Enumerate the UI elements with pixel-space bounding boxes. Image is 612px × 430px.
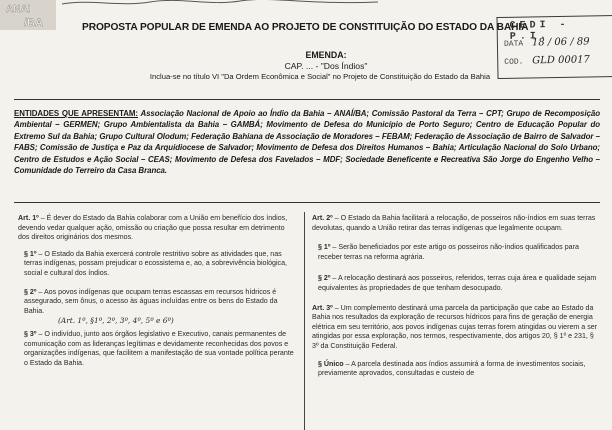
- entities-lead: ENTIDADES QUE APRESENTAM:: [14, 109, 138, 118]
- paragraph-3-unico: § Único – A parcela destinada aos índios assumirá a forma de investimentos sociais, previamente aprovados, consultadas e custeio de: [318, 359, 586, 378]
- stamp-code-label: COD.: [504, 57, 524, 67]
- svg-text:/BA: /BA: [24, 17, 43, 29]
- handwritten-note: (Art. 1º, §1º, 2º, 3º, 4º, 5º e 6º): [58, 316, 174, 326]
- paragraph-2-1: § 1º – Serão beneficiados por este artigo os posseiros não-índios qualificados para receber terras na reforma agrária.: [318, 243, 579, 261]
- paragraph-2-2: § 2º – A relocação destinará aos posseiros, referidos, terras cuja área e qualidade sejam equivalentes às propriedades de que tenham desocupado.: [318, 274, 597, 292]
- column-divider: [304, 212, 305, 430]
- divider-top: [14, 99, 600, 100]
- emenda-label: EMENDA:: [305, 50, 347, 60]
- left-column: [18, 214, 296, 368]
- divider-bottom: [14, 202, 600, 203]
- stamp-code-value: GLD 00017: [532, 54, 590, 67]
- anai-ba-logo: [0, 0, 56, 30]
- article-3: Art. 3º – Um complemento destinará uma parcela da participação que cabe ao Estado da Bahia nos resultados da exploração de recursos hídricos para fins de geração de energia elétrica em seu território, aos povos indígenas cujas terras forem atingidas ou vierem a ser atingidas por essa exploração, nos termos, respectivamente, dos artigos 20, § 1º e 231, § 3º da Constituição Federal.: [312, 303, 598, 350]
- chapter-title: CAP. ... - "Dos Índios": [284, 61, 368, 71]
- stamp-title: CEDI - P.I.: [509, 19, 570, 43]
- stamp-date-label: DATA: [503, 39, 524, 49]
- paragraph-1-3: § 3º – O indivíduo, junto aos órgãos legislativo e Executivo, canais permanentes de comunicação com as lideranças legítimas e devidamente reconhecidas dos povos e organizações indígenas, que facilitem a manifestação de sua vontade política perante o Estado da Bahia.: [24, 329, 294, 367]
- inclusion-note: Inclua-se no título VI "Da Ordem Econômica e Social" no Projeto de Constituição do Estado da Bahia: [149, 72, 491, 81]
- article-1: Art. 1º – É dever do Estado da Bahia colaborar com a União em benefício dos índios, devendo vedar qualquer ação, omissão ou criação que possa resultar em detrimento dos direitos originários dos mesmos.: [18, 214, 288, 242]
- sponsoring-entities: [14, 108, 600, 176]
- paragraph-1-2: § 2º – Aos povos indígenas que ocupam terras escassas em recursos hídricos é assegurado, sem ônus, o acesso às águas incluídas entre os bens do Estado da Bahia.: [24, 287, 278, 315]
- right-column: [312, 214, 600, 379]
- article-2: Art. 2º – O Estado da Bahia facilitará a relocação, de posseiros não-índios em suas terras devolutas, quando a União retirar das terras indígenas que legalmente ocupam.: [312, 214, 596, 232]
- handwritten-scribble: [60, 0, 380, 8]
- document-title: PROPOSTA POPULAR DE EMENDA AO PROJETO DE CONSTITUIÇÃO DO ESTADO DA BAHIA: [82, 22, 529, 33]
- stamp-date-value: 18 / 06 / 89: [531, 36, 590, 49]
- entities-list: Associação Nacional de Apoio ao Índio da Bahia – ANAÍ/BA; Comissão Pastoral da Terra – CPT; Grupo de Recomposição Ambiental – GERMEN; Grupo Ambientalista da Bahia – GAMBÁ; Movimento de Defesa do Município de Porto Seguro; Centro de Educação Popular do Extremo Sul da Bahia; Grupo Cultural Olodum; Federação Bahiana de Associação de Moradores – FEBAM; Federação de Associação de Bairro de Salvador – FABS; Comissão de Justiça e Paz da Arquidiocese de Salvador; Movimento de Defesa dos Direitos Humanos – Bahia; Articulação Nacional do Solo Urbano; Centro de Estudos e Ação Social – CEAS; Movimento de Defesa dos Favelados – MDF; Sociedade Beneficente e Recreativa São Jorge do Engenho Velho – Comunidade do Terreiro da Casa Branca.: [14, 109, 600, 176]
- svg-text:ANAI: ANAI: [6, 4, 31, 15]
- paragraph-1-1: § 1º – O Estado da Bahia exercerá controle restritivo sobre as atividades que, nas terras indígenas, possam prejudicar o ecossistema e, ao, a sobrevivência biológica, social e cultural dos índios.: [24, 249, 288, 277]
